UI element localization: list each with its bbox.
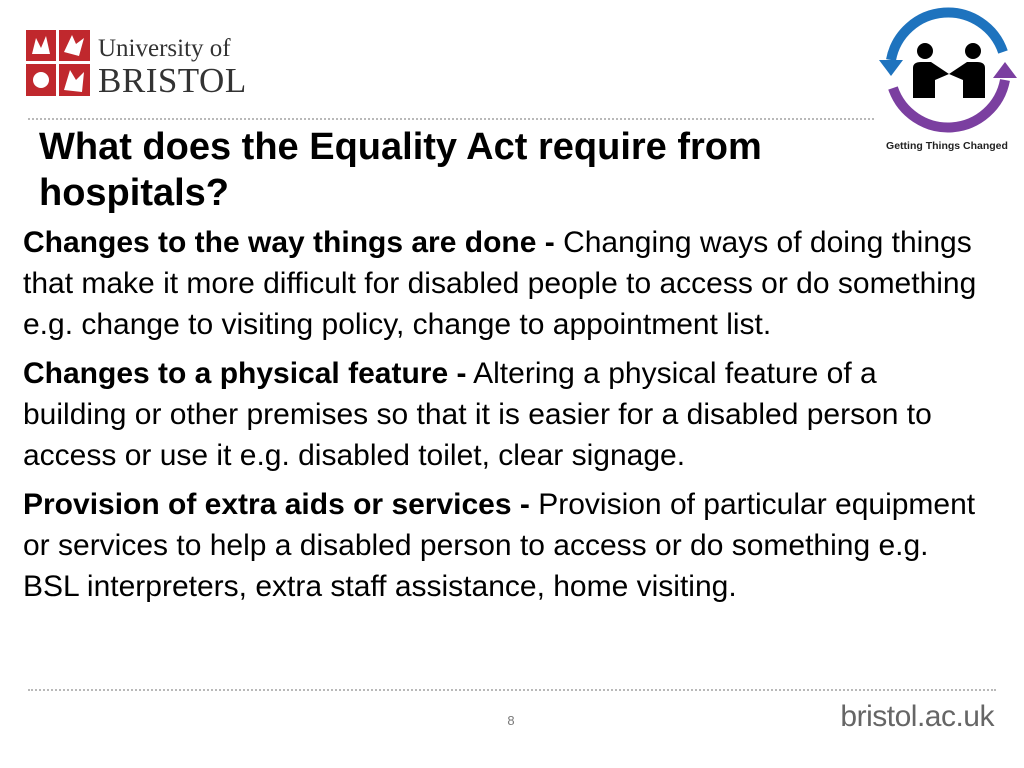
paragraph-lead: Provision of extra aids or services - xyxy=(23,488,530,521)
paragraph-extra-aids xyxy=(23,484,983,607)
website-link[interactable]: bristol.ac.uk xyxy=(840,700,994,733)
university-name-line2: BRISTOL xyxy=(98,61,247,100)
page-number: 8 xyxy=(507,713,515,728)
getting-things-changed-label: Getting Things Changed xyxy=(886,140,1008,152)
university-name xyxy=(98,36,247,98)
slide-title: What does the Equality Act require from hospitals? xyxy=(39,126,762,214)
header-divider xyxy=(28,118,874,120)
people-cycle-icon xyxy=(875,2,1021,138)
university-name-line1: University of xyxy=(98,35,231,62)
paragraph-ways-things-done xyxy=(23,222,983,345)
bristol-crest-icon xyxy=(26,30,90,96)
paragraph-lead: Changes to a physical feature - xyxy=(23,357,467,390)
paragraph-text: Changing ways of doing things that make it more difficult for disabled people to access or do something e.g. change to visiting policy, change to appointment list. xyxy=(23,226,977,341)
getting-things-changed-logo xyxy=(872,2,1024,157)
paragraph-lead: Changes to the way things are done - xyxy=(23,226,555,259)
university-of-bristol-logo xyxy=(26,30,256,100)
paragraph-physical-feature xyxy=(23,353,983,476)
paragraph-text: Provision of particular equipment or services to help a disabled person to access or do something e.g. BSL interpreters, extra staff assistance, home visiting. xyxy=(23,488,976,603)
paragraph-text: Altering a physical feature of a building or other premises so that it is easier for a disabled person to access or use it e.g. disabled toilet, clear signage. xyxy=(23,357,932,472)
slide-body xyxy=(23,222,983,615)
footer-divider xyxy=(28,689,996,691)
